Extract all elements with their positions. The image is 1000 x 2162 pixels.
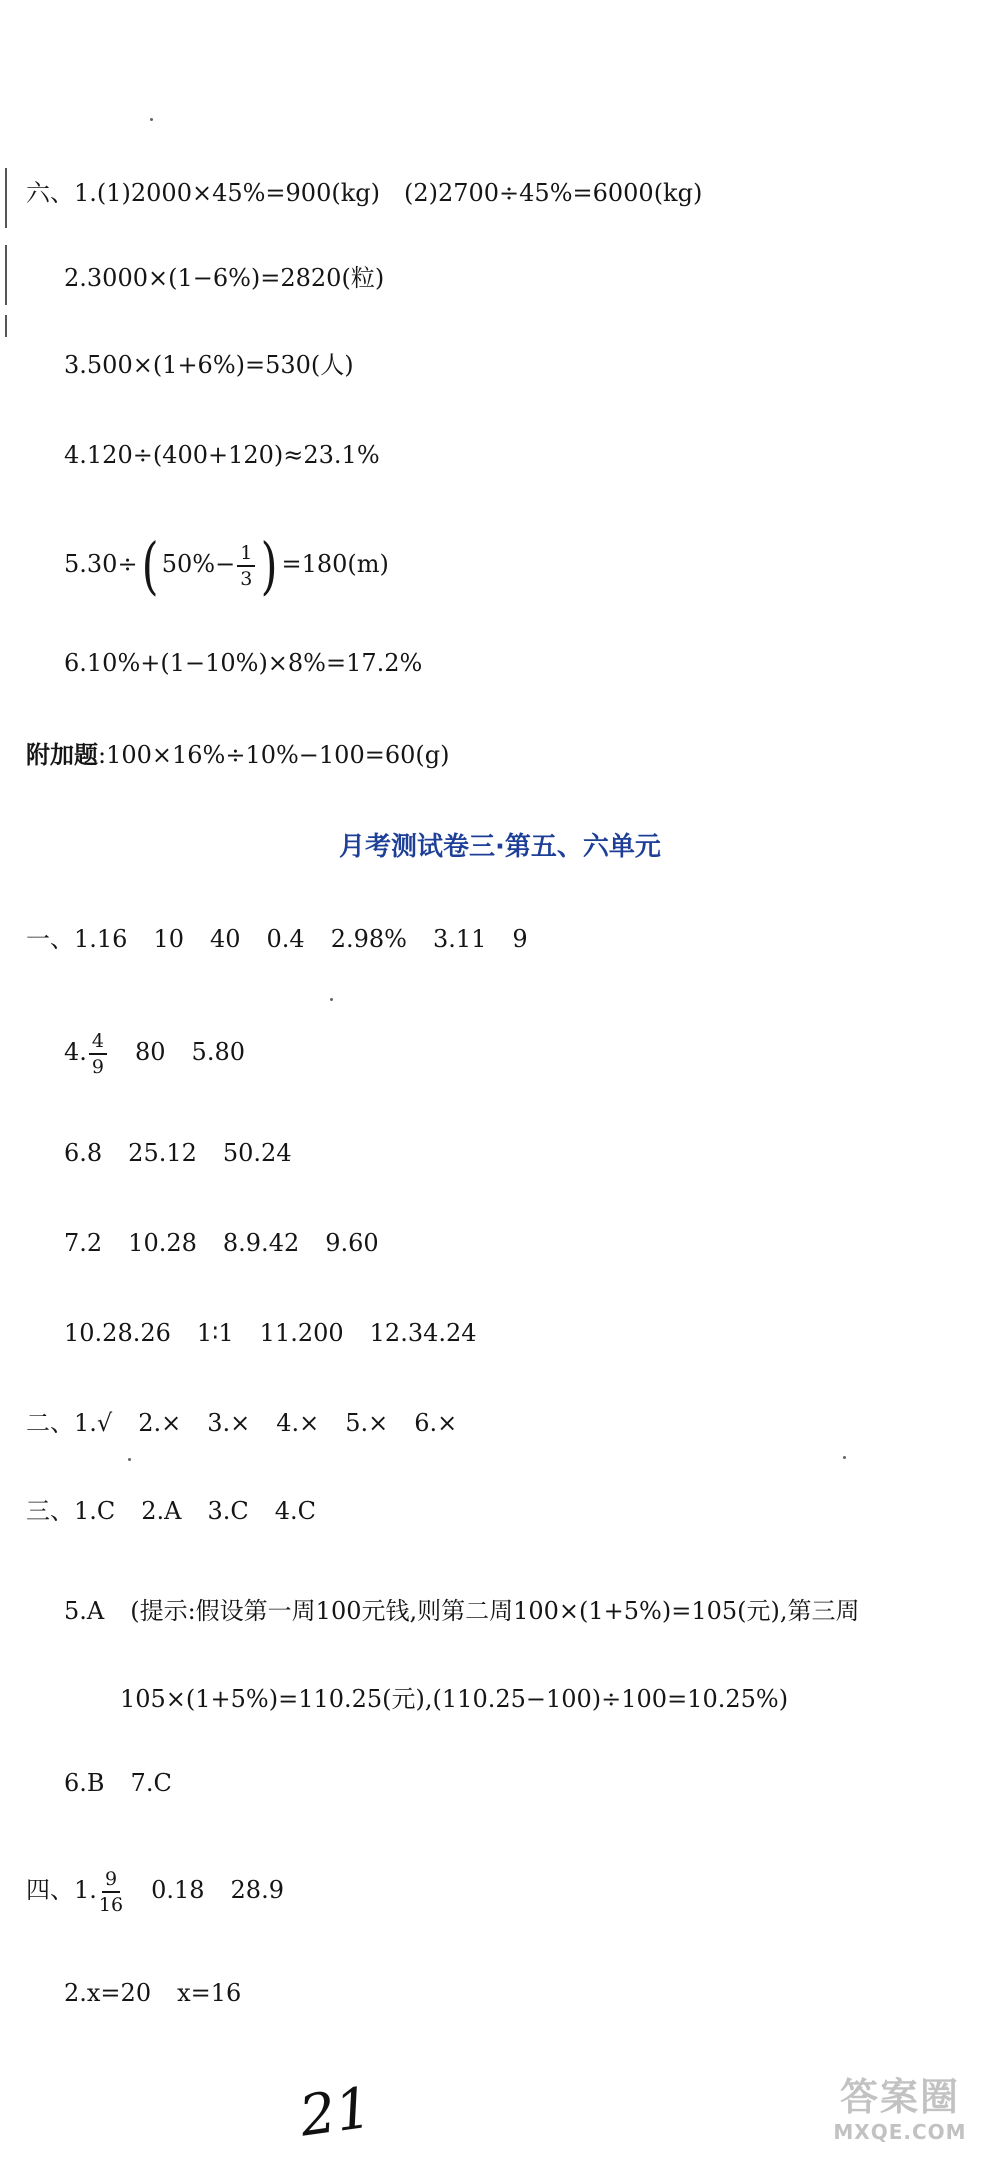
section-title: 月考测试卷三·第五、六单元 [339,832,661,862]
answer-item: 2.98% [330,925,407,953]
answer-item: 6.8 [64,1139,103,1167]
answer-item: 80 [135,1038,166,1066]
margin-mark [5,245,7,305]
speck [330,998,333,1001]
answer-item: 5.× [345,1409,389,1437]
answer-item: 3.× [207,1409,251,1437]
answer-line-1-10 [64,1318,477,1348]
answer-item: 25.12 [128,1139,197,1167]
answer-item: 10.28 [128,1229,197,1257]
fraction [237,541,255,591]
expr-result: =180(m) [281,550,389,578]
answer-line-6-5 [64,528,389,600]
answer-line-3-5-cont: 105×(1+5%)=110.25(元),(110.25−100)÷100=10.25%) [120,1685,789,1713]
answer-item: 7.C [130,1769,172,1797]
answer-item: 一、1.16 [26,925,128,953]
fraction-numerator: 4 [89,1029,107,1055]
answer-item: 三、1.C [26,1497,116,1525]
answer-item: 6.B [64,1769,105,1797]
answer-item: 0.18 [151,1876,205,1904]
answer-item: 10.28.26 [64,1319,171,1347]
answer-line-4-1 [26,1858,284,1922]
answer-line-1-1 [26,924,528,954]
expr-middle: 50%− [161,550,236,578]
answer-line-1-6 [64,1138,292,1168]
answer-item: 28.9 [230,1876,284,1904]
extra-label: 附加题 [26,741,98,769]
watermark-url: MXQE.COM [833,2120,967,2144]
fraction-numerator: 1 [237,541,255,567]
answer-item: 四、1. [26,1876,97,1904]
answer-item: 4.× [276,1409,320,1437]
handwritten-page-number: 21 [295,2075,376,2150]
answer-item: 12.34.24 [369,1319,477,1347]
fraction-denominator: 16 [98,1893,124,1916]
answer-item: 2.A [141,1497,182,1525]
answer-line-3-5 [64,1596,860,1626]
answer-line-1-4 [64,1020,245,1084]
speck [150,118,153,121]
answer-line-6-6: 6.10%+(1−10%)×8%=17.2% [64,649,423,677]
answer-item: 5.A [64,1597,105,1625]
watermark-logo: 答案圈 [839,2075,960,2119]
answer-line-3-6 [64,1768,172,1798]
expr-prefix: 5.30÷ [64,550,138,578]
answer-item: 0.4 [266,925,305,953]
answer-item: 40 [209,925,241,953]
answer-item: 5.80 [191,1038,245,1066]
answer-line-6-2: 2.3000×(1−6%)=2820(粒) [64,264,385,292]
fraction-numerator: 9 [102,1867,120,1893]
extra-text: :100×16%÷10%−100=60(g) [98,741,450,769]
answer-line-6-4: 4.120÷(400+120)≈23.1% [64,441,380,469]
margin-mark [5,315,7,337]
answer-item: 4.C [274,1497,317,1525]
answer-item: 二、1.√ [26,1409,113,1437]
answer-line-1-7 [64,1228,379,1258]
extra-question [26,740,449,770]
answer-item: 3.11 [432,925,487,953]
answer-item: 2.× [138,1409,182,1437]
answer-item: 11.200 [259,1319,344,1347]
answer-item: 10 [153,925,184,953]
speck [128,1458,131,1461]
answer-item: 50.24 [222,1139,292,1167]
hint-text: (提示:假设第一周100元钱,则第二周100×(1+5%)=105(元),第三周 [130,1597,860,1625]
answer-line-3-1 [26,1496,316,1526]
answer-item: 1∶1 [196,1319,234,1347]
fraction [99,1867,123,1917]
answer-item: 8.9.42 [222,1229,300,1257]
answer-line-2 [26,1408,457,1438]
fraction-denominator: 9 [91,1055,104,1078]
answer-item: 7.2 [64,1229,103,1257]
margin-mark [5,168,7,228]
fraction [89,1029,107,1079]
speck [843,1456,846,1459]
answer-item: 3.C [207,1497,249,1525]
answer-line-4-2 [64,1978,241,2008]
answer-line-6-1: 六、1.(1)2000×45%=900(kg) (2)2700÷45%=6000(kg) [26,179,703,207]
answer-item: x=16 [177,1979,242,2007]
answer-item: 9.60 [325,1229,379,1257]
left-paren: ( [141,528,159,602]
answer-line-6-3: 3.500×(1+6%)=530(人) [64,351,354,379]
answer-item: 2.x=20 [64,1979,152,2007]
right-paren: ) [260,528,278,602]
fraction-denominator: 3 [240,567,253,590]
answer-item: 9 [512,925,528,953]
answer-item: 4. [64,1038,87,1066]
answer-item: 6.× [414,1409,458,1437]
watermark [810,2074,990,2156]
